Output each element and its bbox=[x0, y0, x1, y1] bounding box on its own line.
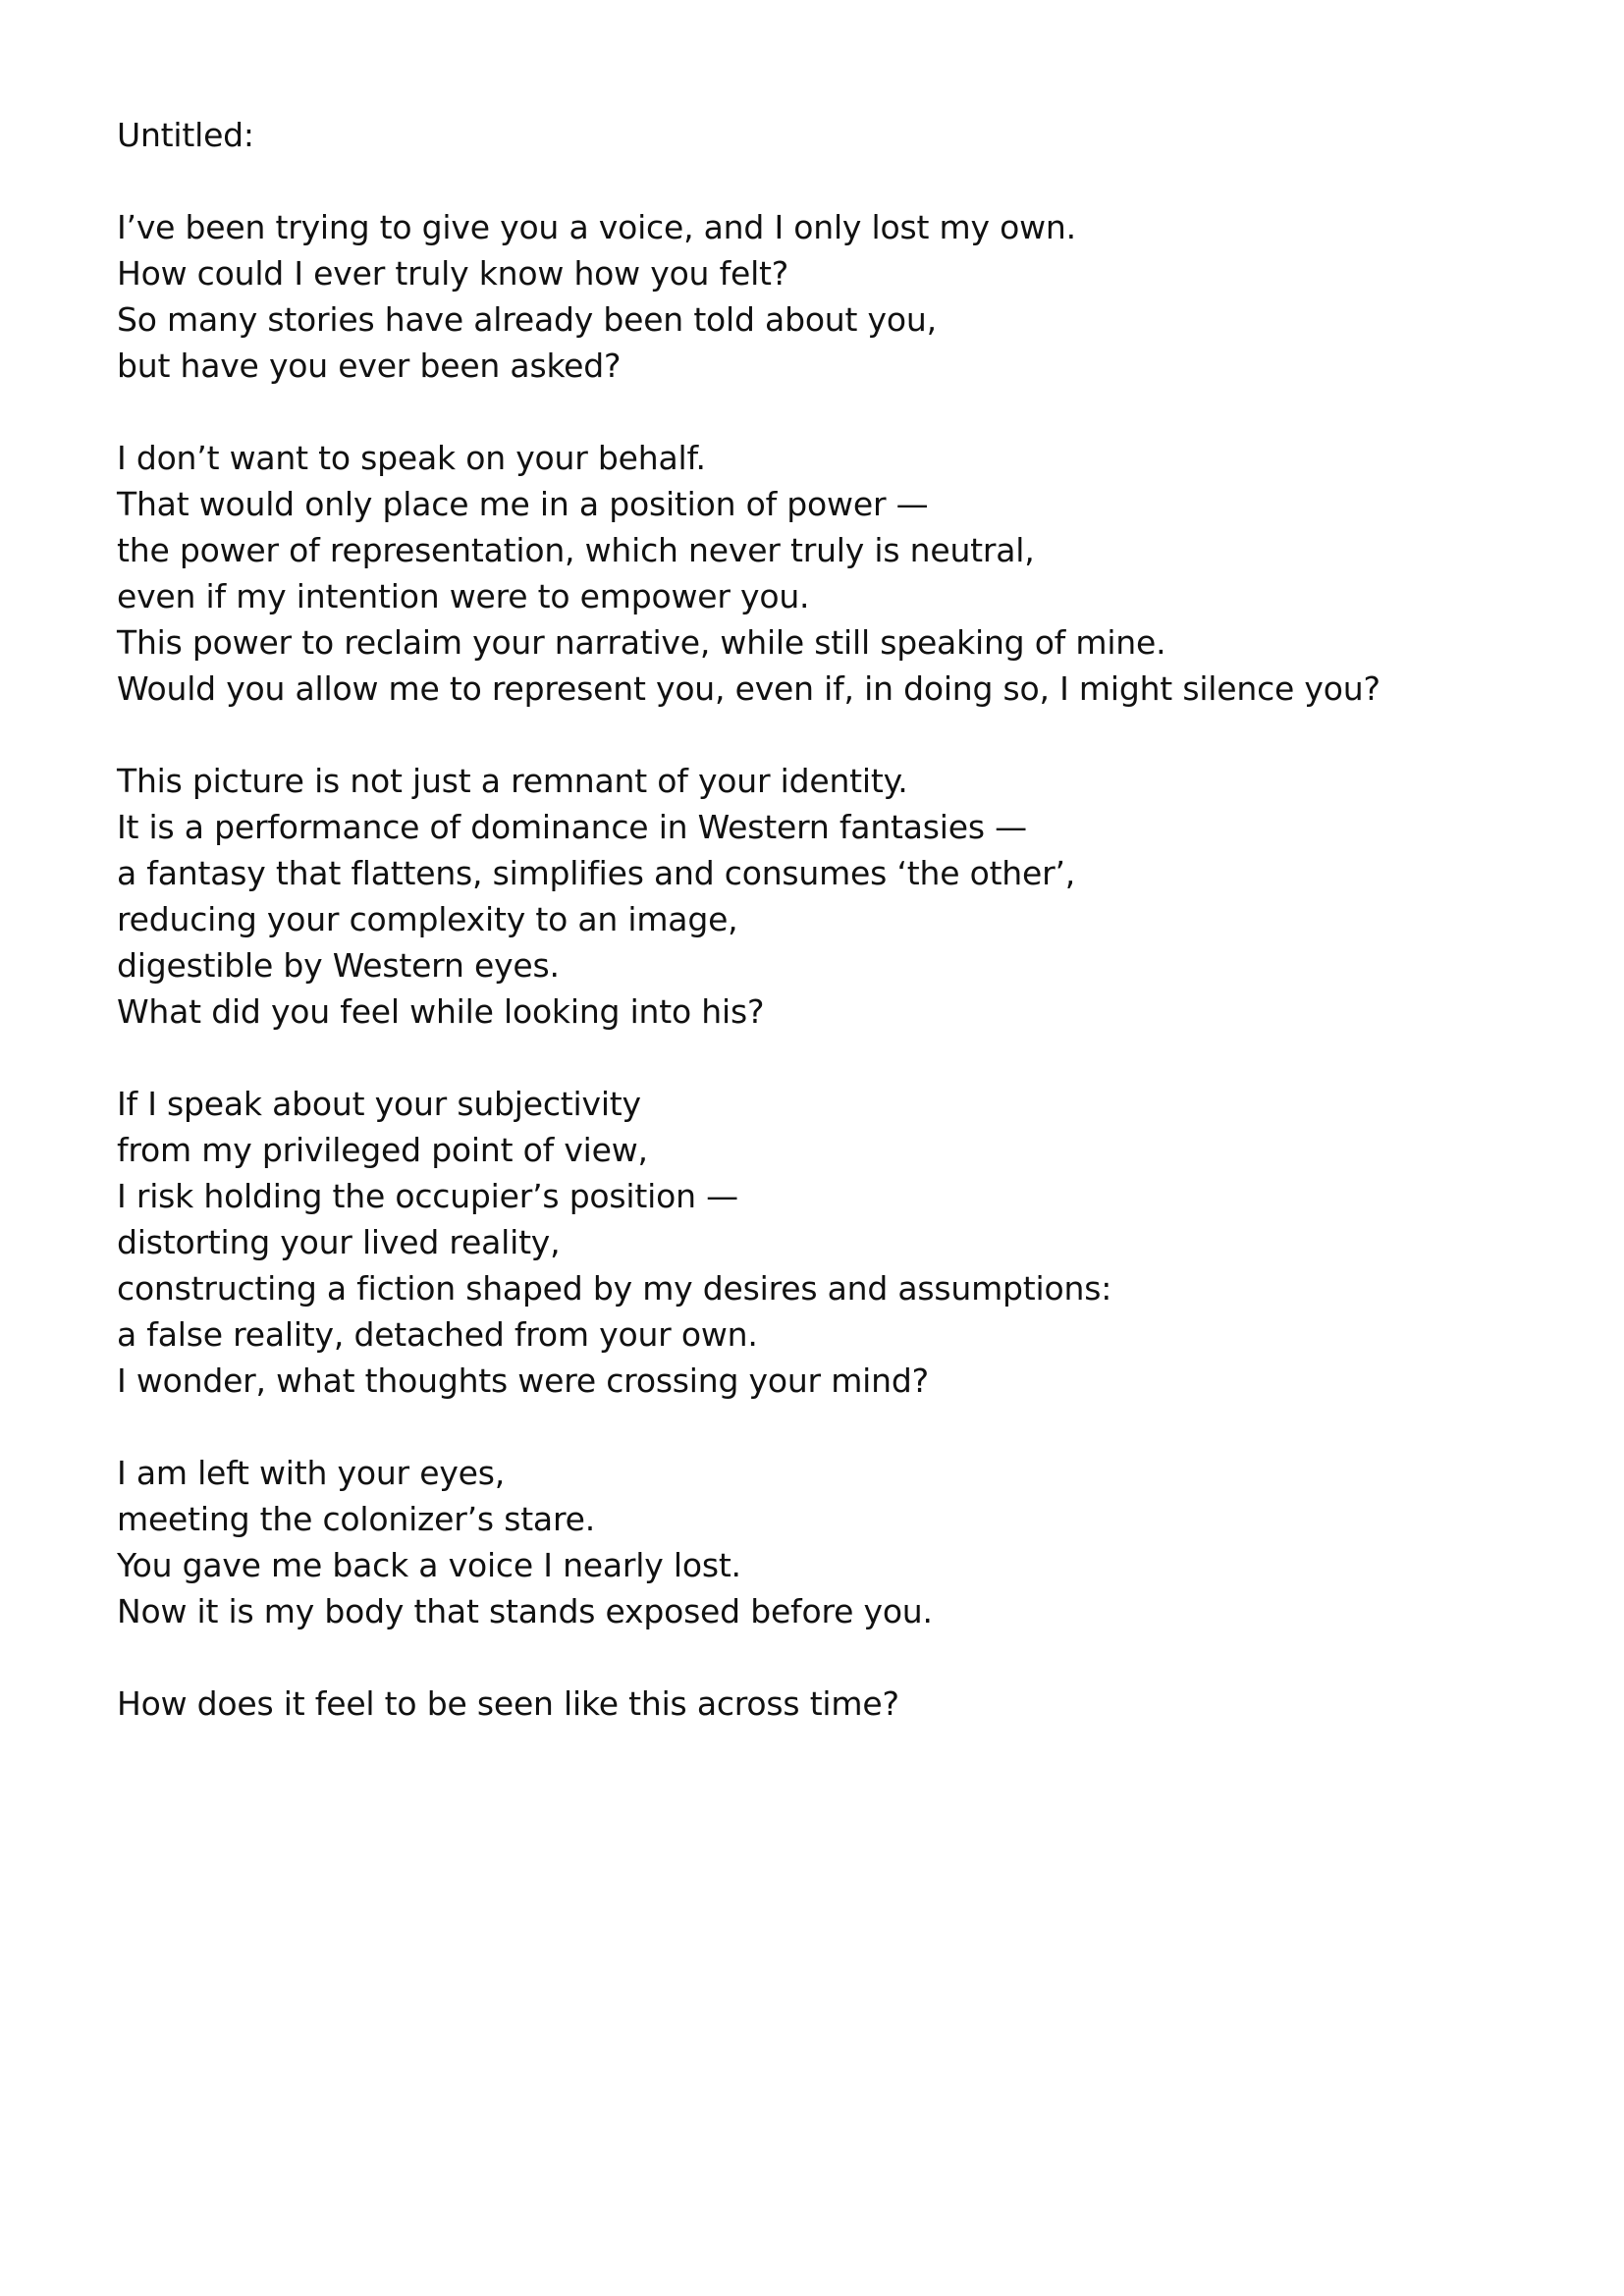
poem-line: I’ve been trying to give you a voice, and I only lost my own. bbox=[117, 208, 1076, 246]
poem-line: How could I ever truly know how you felt? bbox=[117, 254, 789, 293]
poem-line: the power of representation, which never truly is neutral, bbox=[117, 531, 1035, 569]
poem-line: This power to reclaim your narrative, while still speaking of mine. bbox=[117, 623, 1166, 662]
stanza-6 bbox=[117, 1681, 1531, 1727]
poem-title: Untitled: bbox=[117, 116, 254, 154]
poem-line: a false reality, detached from your own. bbox=[117, 1315, 758, 1354]
poem-line: I wonder, what thoughts were crossing your mind? bbox=[117, 1362, 929, 1400]
poem-line: digestible by Western eyes. bbox=[117, 946, 560, 985]
poem-line: from my privileged point of view, bbox=[117, 1131, 648, 1169]
stanza-1 bbox=[117, 204, 1531, 389]
poem-line: distorting your lived reality, bbox=[117, 1223, 561, 1261]
stanza-2 bbox=[117, 435, 1531, 712]
poem-line: a fantasy that flattens, simplifies and consumes ‘the other’, bbox=[117, 854, 1076, 892]
poem-line: constructing a fiction shaped by my desires and assumptions: bbox=[117, 1269, 1112, 1308]
poem-line: If I speak about your subjectivity bbox=[117, 1085, 641, 1123]
poem-line: This picture is not just a remnant of your identity. bbox=[117, 762, 908, 800]
poem-line: reducing your complexity to an image, bbox=[117, 900, 738, 938]
stanza-5 bbox=[117, 1450, 1531, 1634]
poem-line: How does it feel to be seen like this across time? bbox=[117, 1684, 899, 1723]
poem-line: but have you ever been asked? bbox=[117, 347, 622, 385]
poem-line: even if my intention were to empower you. bbox=[117, 577, 810, 615]
poem bbox=[117, 112, 1531, 1773]
poem-line: I don’t want to speak on your behalf. bbox=[117, 439, 706, 477]
poem-line: That would only place me in a position of power — bbox=[117, 485, 929, 523]
poem-line: I risk holding the occupier’s position — bbox=[117, 1177, 738, 1215]
poem-line: What did you feel while looking into his? bbox=[117, 992, 765, 1031]
stanza-3 bbox=[117, 758, 1531, 1035]
poem-line: You gave me back a voice I nearly lost. bbox=[117, 1546, 741, 1584]
poem-line: It is a performance of dominance in Western fantasies — bbox=[117, 808, 1027, 846]
poem-line: I am left with your eyes, bbox=[117, 1454, 506, 1492]
poem-line: Now it is my body that stands exposed before you. bbox=[117, 1592, 933, 1630]
poem-line: Would you allow me to represent you, even if, in doing so, I might silence you? bbox=[117, 669, 1380, 708]
stanza-4 bbox=[117, 1081, 1531, 1404]
poem-line: meeting the colonizer’s stare. bbox=[117, 1500, 595, 1538]
poem-line: So many stories have already been told about you, bbox=[117, 300, 937, 339]
